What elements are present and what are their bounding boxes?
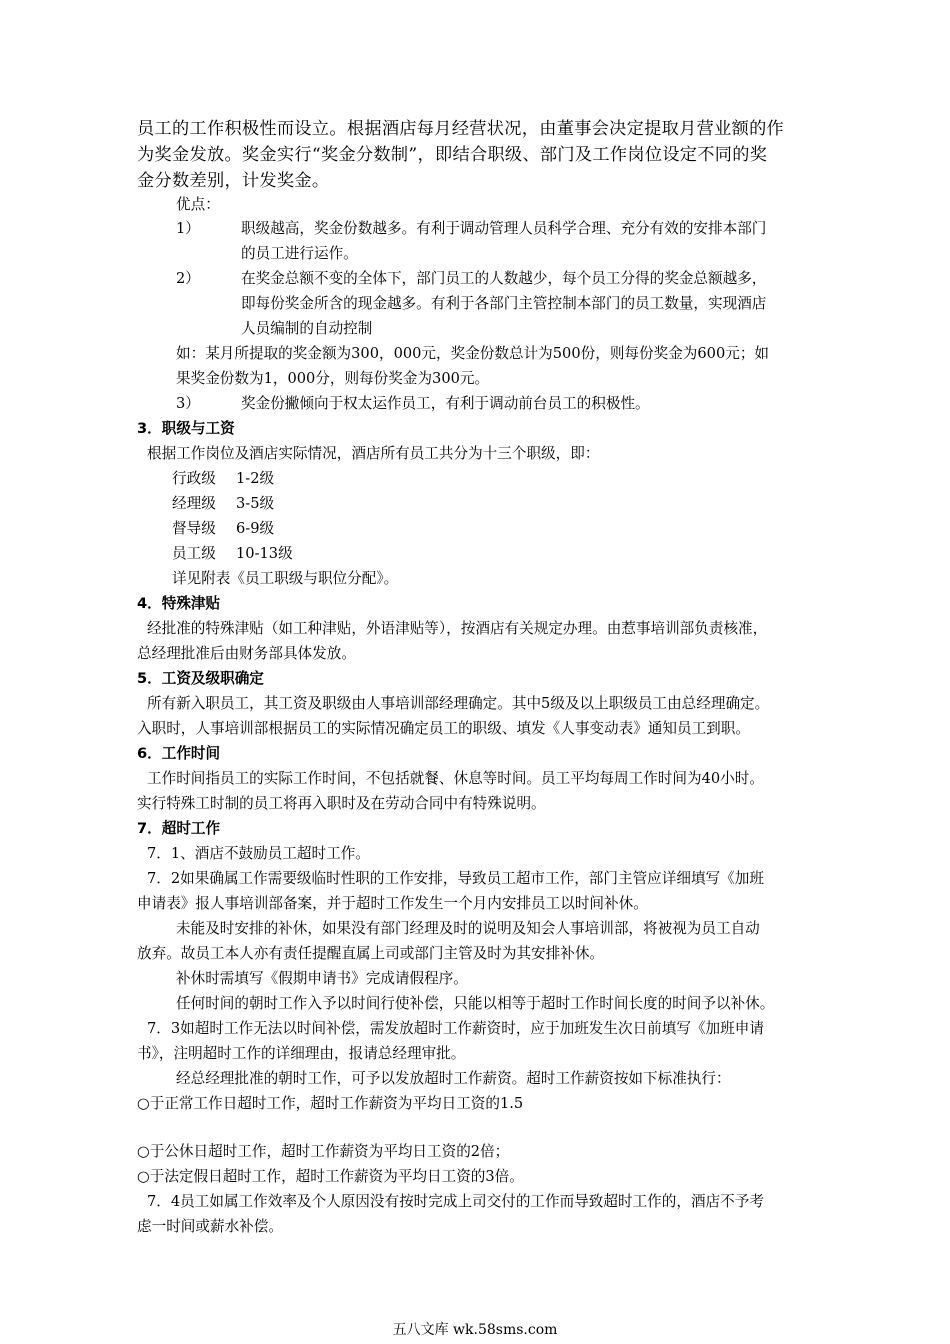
- section-7-4-line-1: 7．4员工如属工作效率及个人原因没有按时完成上司交付的工作而导致超时工作的，酒店不予考: [147, 1193, 764, 1210]
- grade-2-name: 经理级: [172, 495, 216, 512]
- section-3-note: 详见附表《员工职级与职位分配》。: [172, 570, 399, 587]
- grade-1-range: 1-2级: [236, 470, 275, 487]
- advantage-3-number: 3）: [176, 395, 200, 412]
- pay-item-3: ○于法定假日超时工作，超时工作薪资为平均日工资的3倍。: [137, 1168, 524, 1185]
- section-3-heading: 3．职级与工资: [137, 420, 235, 437]
- section-5-heading: 5．工资及级职确定: [137, 670, 264, 687]
- section-6-line-2: 实行特殊工时制的员工将再入职时及在劳动合同中有特殊说明。: [137, 795, 546, 812]
- section-7-3-line-1: 7．3如超时工作无法以时间补偿，需发放超时工作薪资时，应于加班发生次日前填写《加班申请: [147, 1020, 764, 1037]
- section-7-2-line-1: 7．2如果确属工作需要级临时性职的工作安排，导致员工超市工作，部门主管应详细填写《加班: [147, 870, 764, 887]
- section-7-2-para-1-line-2: 放弃。故员工本人亦有责任提醒直属上司或部门主管及时为其安排补休。: [137, 945, 605, 962]
- example-line-1: 如：某月所提取的奖金额为300，000元，奖金份数总计为500份，则每份奖金为600元；如: [176, 345, 770, 362]
- grade-4-range: 10-13级: [236, 545, 293, 562]
- advantage-2-line-1: 在奖金总额不变的全体下，部门员工的人数越少，每个员工分得的奖金总额越多，: [241, 270, 767, 287]
- grade-2-range: 3-5级: [236, 495, 275, 512]
- section-7-3-line-2: 书》，注明超时工作的详细理由，报请总经理审批。: [137, 1045, 466, 1062]
- section-6-heading: 6．工作时间: [137, 745, 221, 762]
- advantage-1-line-2: 的员工进行运作。: [241, 245, 358, 262]
- section-7-2-para-3: 任何时间的朝时工作入予以时间行使补偿，只能以相等于超时工作时间长度的时间予以补休。: [176, 995, 775, 1012]
- section-7-2-para-1-line-1: 未能及时安排的补休，如果没有部门经理及时的说明及知会人事培训部，将被视为员工自动: [176, 920, 760, 937]
- intro-line-2: 为奖金发放。奖金实行“奖金分数制”，即结合职级、部门及工作岗位设定不同的奖: [137, 145, 768, 165]
- section-7-3-para: 经总经理批准的朝时工作，可予以发放超时工作薪资。超时工作薪资按如下标准执行：: [176, 1070, 731, 1087]
- section-7-4-line-2: 虑一时间或薪水补偿。: [137, 1218, 283, 1235]
- grade-1-name: 行政级: [172, 470, 216, 487]
- advantage-2-number: 2）: [176, 270, 200, 287]
- advantage-1-line-1: 职级越高，奖金份数越多。有利于调动管理人员科学合理、充分有效的安排本部门: [241, 220, 767, 237]
- section-5-line-2: 入职时，人事培训部根据员工的实际情况确定员工的职级、填发《人事变动表》通知员工到职。: [137, 720, 750, 737]
- advantage-2-line-2: 即每份奖金所含的现金越多。有利于各部门主管控制本部门的员工数量，实现酒店: [241, 295, 767, 312]
- advantage-3-text: 奖金份撇倾向于权太运作员工，有利于调动前台员工的积极性。: [241, 395, 650, 412]
- advantages-label: 优点：: [176, 196, 220, 213]
- intro-line-1: 员工的工作积极性而设立。根据酒店每月经营状况，由董事会决定提取月营业额的作: [137, 119, 785, 139]
- grade-3-name: 督导级: [172, 520, 216, 537]
- intro-line-3: 金分数差别，计发奖金。: [137, 171, 330, 191]
- pay-item-2: ○于公休日超时工作，超时工作薪资为平均日工资的2倍；: [137, 1143, 510, 1160]
- section-4-line-2: 总经理批准后由财务部具体发放。: [137, 645, 356, 662]
- section-5-line-1: 所有新入职员工，其工资及职级由人事培训部经理确定。其中5级及以上职级员工由总经理确定。: [147, 695, 770, 712]
- advantage-1-number: 1）: [176, 220, 200, 237]
- section-4-heading: 4．特殊津贴: [137, 595, 221, 612]
- section-7-2-para-2: 补休时需填写《假期申请书》完成请假程序。: [176, 970, 468, 987]
- section-6-line-1: 工作时间指员工的实际工作时间，不包括就餐、休息等时间。员工平均每周工作时间为40小时。: [147, 770, 764, 787]
- grade-4-name: 员工级: [172, 545, 216, 562]
- grade-3-range: 6-9级: [236, 520, 275, 537]
- section-7-1: 7．1、酒店不鼓励员工超时工作。: [147, 845, 370, 862]
- footer-watermark: 五八文库 wk.58sms.com: [392, 1322, 558, 1338]
- section-7-2-line-2: 申请表》报人事培训部备案，并于超时工作发生一个月内安排员工以时间补休。: [137, 895, 648, 912]
- section-7-heading: 7．超时工作: [137, 820, 221, 837]
- advantage-2-line-3: 人员编制的自动控制: [241, 320, 373, 337]
- section-4-line-1: 经批准的特殊津贴（如工种津贴，外语津贴等），按酒店有关规定办理。由惹事培训部负责核准，: [147, 620, 768, 637]
- section-3-intro: 根据工作岗位及酒店实际情况，酒店所有员工共分为十三个职级，即：: [147, 445, 600, 462]
- example-line-2: 果奖金份数为1，000分，则每份奖金为300元。: [176, 370, 490, 387]
- pay-item-1: ○于正常工作日超时工作，超时工作薪资为平均日工资的1.5: [137, 1095, 524, 1112]
